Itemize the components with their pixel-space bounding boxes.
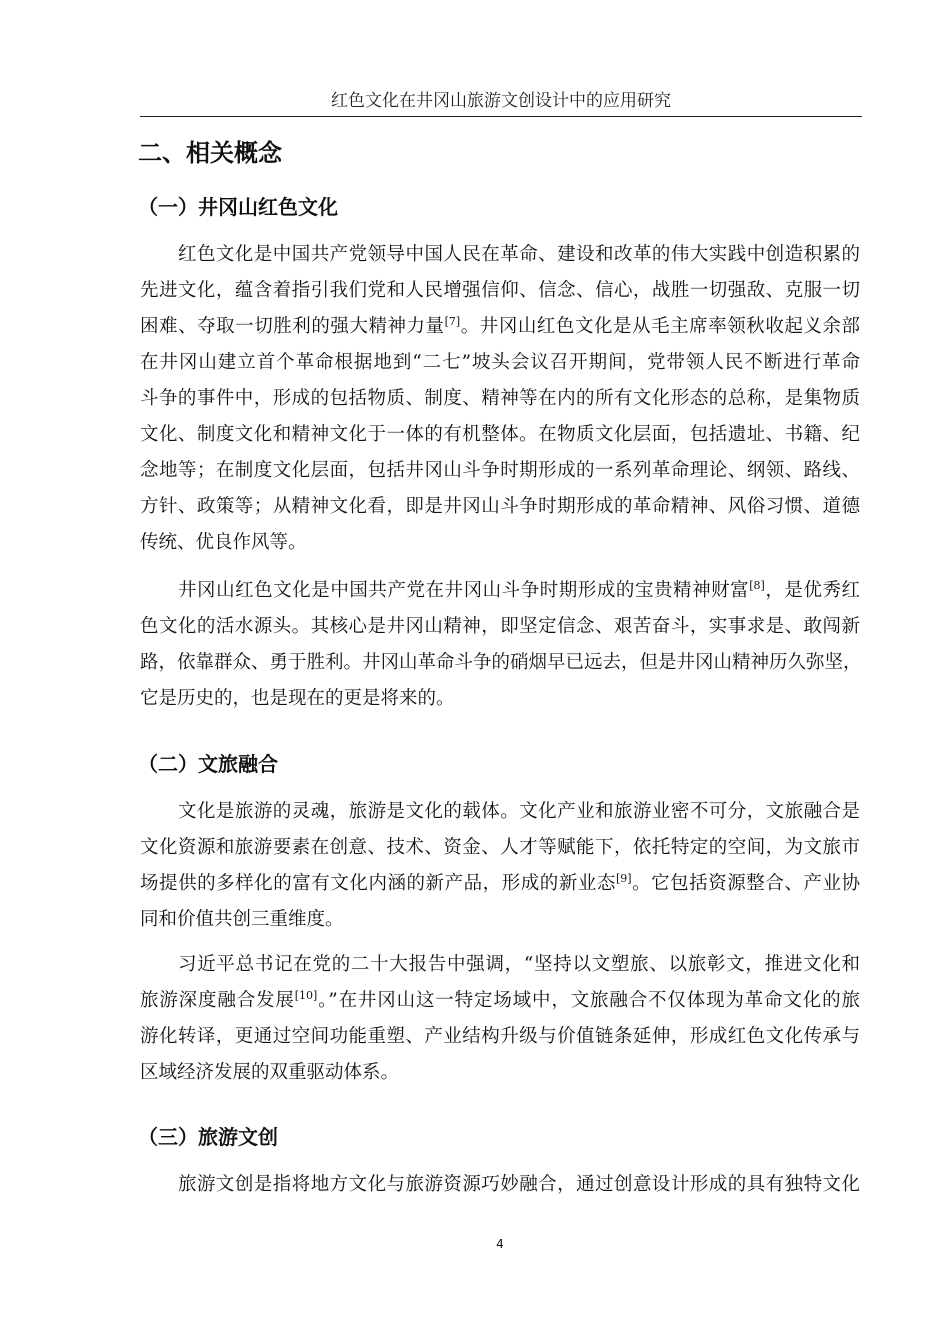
text-line xyxy=(140,309,860,345)
text-segment: 井冈山红色文化是中国共产党在井冈山斗争时期形成的宝贵精神财富 xyxy=(178,580,750,601)
paragraph xyxy=(140,794,860,938)
text-line: 斗争的事件中，形成的包括物质、制度、精神等在内的所有文化形态的总称，是集物质 xyxy=(140,388,860,409)
section-title-3: （三）旅游文创 xyxy=(138,1125,278,1149)
text-line: 区域经济发展的双重驱动体系。 xyxy=(140,1062,400,1083)
text-line: 文化、制度文化和精神文化于一体的有机整体。在物质文化层面，包括遗址、书籍、纪 xyxy=(140,424,860,445)
text-line: 同和价值共创三重维度。 xyxy=(140,909,344,930)
text-line: 念地等；在制度文化层面，包括井冈山斗争时期形成的一系列革命理论、纲领、路线、 xyxy=(140,460,860,481)
text-segment: 场提供的多样化的富有文化内涵的新产品，形成的新业态 xyxy=(140,873,616,894)
citation-superscript: [10] xyxy=(294,988,318,1002)
section-title-1: （一）井冈山红色文化 xyxy=(138,195,338,219)
text-line: 色文化的活水源头。其核心是井冈山精神，即坚定信念、艰苦奋斗，实事求是、敢闯新 xyxy=(140,616,860,637)
page-number: 4 xyxy=(496,1237,504,1251)
citation-superscript: [9] xyxy=(615,871,632,885)
header-rule xyxy=(140,116,862,117)
text-segment: 困难、夺取一切胜利的强大精神力量 xyxy=(140,316,445,337)
paragraph xyxy=(140,947,860,1091)
text-line: 游化转译，更通过空间功能重塑、产业结构升级与价值链条延伸，形成红色文化传承与 xyxy=(140,1026,860,1047)
citation-superscript: [8] xyxy=(749,578,765,592)
running-header: 红色文化在井冈山旅游文创设计中的应用研究 xyxy=(331,91,671,111)
text-segment: 。井冈山红色文化是从毛主席率领秋收起义余部 xyxy=(460,316,860,337)
section-title-2: （二）文旅融合 xyxy=(138,752,278,776)
text-line: 路，依靠群众、勇于胜利。井冈山革命斗争的硝烟早已远去，但是井冈山精神历久弥坚， xyxy=(140,652,862,673)
text-line: 方针、政策等；从精神文化看，即是井冈山斗争时期形成的革命精神、风俗习惯、道德 xyxy=(140,496,860,517)
paragraph xyxy=(140,1167,860,1203)
text-line: 文化是旅游的灵魂，旅游是文化的载体。文化产业和旅游业密不可分，文旅融合是 xyxy=(178,801,860,822)
citation-superscript: [7] xyxy=(444,314,461,328)
paragraph xyxy=(140,237,860,561)
text-line: 传统、优良作风等。 xyxy=(140,532,307,553)
text-line xyxy=(140,573,860,609)
text-segment: ，是优秀红 xyxy=(764,580,860,601)
text-line: 红色文化是中国共产党领导中国人民在革命、建设和改革的伟大实践中创造积累的 xyxy=(178,244,860,265)
text-segment: 。它包括资源整合、产业协 xyxy=(631,873,860,894)
text-line: 先进文化，蕴含着指引我们党和人民增强信仰、信念、信心，战胜一切强敌、克服一切 xyxy=(140,280,860,301)
text-line: 文化资源和旅游要素在创意、技术、资金、人才等赋能下，依托特定的空间，为文旅市 xyxy=(140,837,860,858)
text-line xyxy=(140,866,860,902)
text-line xyxy=(140,983,860,1019)
paragraph xyxy=(140,573,860,717)
text-line: 旅游文创是指将地方文化与旅游资源巧妙融合，通过创意设计形成的具有独特文化 xyxy=(178,1174,860,1195)
text-line: 在井冈山建立首个革命根据地到“二七”坡头会议召开期间，党带领人民不断进行革命 xyxy=(140,352,860,373)
text-segment: 旅游深度融合发展 xyxy=(140,990,295,1011)
chapter-title: 二、相关概念 xyxy=(138,139,282,167)
text-line: 它是历史的，也是现在的更是将来的。 xyxy=(140,688,455,709)
text-segment: 。”在井冈山这一特定场域中，文旅融合不仅体现为革命文化的旅 xyxy=(317,990,860,1011)
text-line: 习近平总书记在党的二十大报告中强调，“坚持以文塑旅、以旅彰文，推进文化和 xyxy=(178,954,860,975)
